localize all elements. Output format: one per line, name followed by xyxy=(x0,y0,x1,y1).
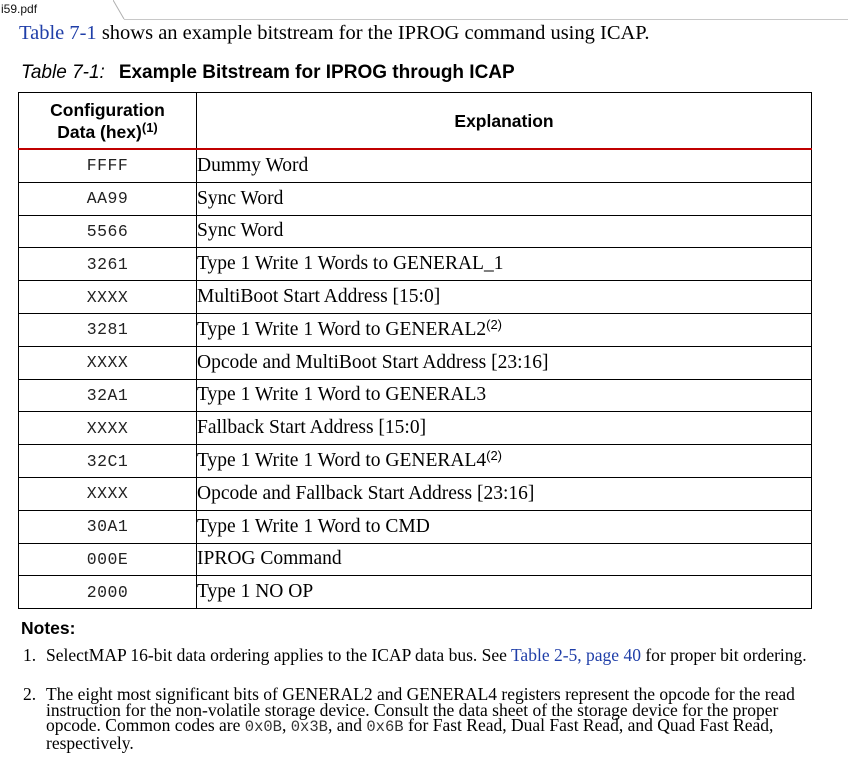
explanation-cell xyxy=(197,445,812,478)
explanation-text: MultiBoot Start Address [15:0] xyxy=(197,286,441,308)
tab-bar xyxy=(0,0,848,20)
header-config-line2: Data (hex) xyxy=(57,121,142,142)
table-row xyxy=(19,248,812,281)
explanation-cell xyxy=(197,477,812,510)
note-2 xyxy=(23,684,813,753)
note-2-text-b: for Fast Read, Dual Fast Read, and Quad Fast Read, respectively. xyxy=(46,715,774,753)
table-7-1-link[interactable]: Table 7-1 xyxy=(19,22,97,44)
table-row xyxy=(19,182,812,215)
header-explanation: Explanation xyxy=(197,93,812,150)
note-2-text-a: The eight most significant bits of GENERAL2 and GENERAL4 registers represent the opcode for the read instruction for the non-volatile storage device. Consult the data sheet of the storage device for the proper opcode. Common codes are xyxy=(46,684,795,735)
explanation-text: Type 1 Write 1 Word to GENERAL4 xyxy=(197,450,487,472)
explanation-cell xyxy=(197,313,812,346)
hex-value: FFFF xyxy=(19,149,197,182)
table-caption xyxy=(21,60,515,86)
table-number: Table 7-1: xyxy=(21,62,105,83)
bitstream-table xyxy=(18,92,812,609)
table-row xyxy=(19,149,812,182)
hex-value: 3281 xyxy=(19,313,197,346)
explanation-text: Opcode and Fallback Start Address [23:16] xyxy=(197,482,535,504)
note-2-text xyxy=(46,684,813,753)
hex-value: XXXX xyxy=(19,412,197,445)
table-row xyxy=(19,576,812,609)
explanation-text: Sync Word xyxy=(197,220,284,242)
hex-value: 32A1 xyxy=(19,379,197,412)
table-header-row xyxy=(19,93,812,150)
hex-value: XXXX xyxy=(19,281,197,314)
footnote-ref-1: (1) xyxy=(141,119,158,135)
explanation-cell xyxy=(197,576,812,609)
note-2-sep-2: , and xyxy=(327,715,367,735)
table-row xyxy=(19,346,812,379)
footnote-ref-2: (2) xyxy=(486,316,502,332)
intro-paragraph xyxy=(19,20,650,46)
opcode-dual-fast-read: 0x3B xyxy=(290,718,328,736)
explanation-cell xyxy=(197,149,812,182)
table-row xyxy=(19,543,812,576)
intro-text: shows an example bitstream for the IPROG command using ICAP. xyxy=(96,22,650,44)
note-2-sep-1: , xyxy=(281,715,291,735)
explanation-cell xyxy=(197,412,812,445)
note-1 xyxy=(23,645,813,665)
explanation-cell xyxy=(197,248,812,281)
explanation-cell xyxy=(197,346,812,379)
table-row xyxy=(19,477,812,510)
footnote-ref-2: (2) xyxy=(486,448,502,464)
explanation-text: Fallback Start Address [15:0] xyxy=(197,417,427,439)
notes-title: Notes: xyxy=(21,618,76,638)
table-row xyxy=(19,445,812,478)
explanation-cell xyxy=(197,543,812,576)
table-row xyxy=(19,313,812,346)
opcode-fast-read: 0x0B xyxy=(244,718,282,736)
explanation-text: Type 1 NO OP xyxy=(197,581,314,603)
table-row xyxy=(19,281,812,314)
explanation-text: Dummy Word xyxy=(197,154,309,176)
explanation-text: Type 1 Write 1 Word to GENERAL2 xyxy=(197,318,487,340)
note-1-text-a: SelectMAP 16-bit data ordering applies to the ICAP data bus. See xyxy=(46,645,511,665)
note-1-text-b: for proper bit ordering. xyxy=(640,645,807,665)
document-tab-label: i59.pdf xyxy=(1,2,38,16)
table-row xyxy=(19,215,812,248)
hex-value: 32C1 xyxy=(19,445,197,478)
explanation-cell xyxy=(197,182,812,215)
note-2-number: 2. xyxy=(23,684,37,704)
explanation-text: IPROG Command xyxy=(197,548,342,570)
tab-edge xyxy=(113,0,125,20)
hex-value: AA99 xyxy=(19,182,197,215)
hex-value: XXXX xyxy=(19,477,197,510)
explanation-cell xyxy=(197,379,812,412)
explanation-text: Sync Word xyxy=(197,187,284,209)
explanation-text: Type 1 Write 1 Words to GENERAL_1 xyxy=(197,253,504,275)
opcode-quad-fast-read: 0x6B xyxy=(366,718,404,736)
explanation-text: Type 1 Write 1 Word to CMD xyxy=(197,515,430,537)
note-1-number: 1. xyxy=(23,645,37,665)
hex-value: 3261 xyxy=(19,248,197,281)
document-tab[interactable] xyxy=(0,0,118,19)
table-row xyxy=(19,412,812,445)
explanation-cell xyxy=(197,281,812,314)
table-title: Example Bitstream for IPROG through ICAP xyxy=(118,62,515,83)
explanation-cell xyxy=(197,215,812,248)
table-row xyxy=(19,379,812,412)
hex-value: XXXX xyxy=(19,346,197,379)
header-config-data xyxy=(19,93,197,150)
hex-value: 30A1 xyxy=(19,510,197,543)
table-2-5-link[interactable]: Table 2-5, page 40 xyxy=(510,645,641,665)
explanation-text: Type 1 Write 1 Word to GENERAL3 xyxy=(197,384,487,406)
explanation-text: Opcode and MultiBoot Start Address [23:16] xyxy=(197,351,549,373)
hex-value: 000E xyxy=(19,543,197,576)
header-config-line1: Configuration xyxy=(50,99,165,120)
note-1-text xyxy=(46,645,813,665)
table-row xyxy=(19,510,812,543)
explanation-cell xyxy=(197,510,812,543)
hex-value: 2000 xyxy=(19,576,197,609)
hex-value: 5566 xyxy=(19,215,197,248)
